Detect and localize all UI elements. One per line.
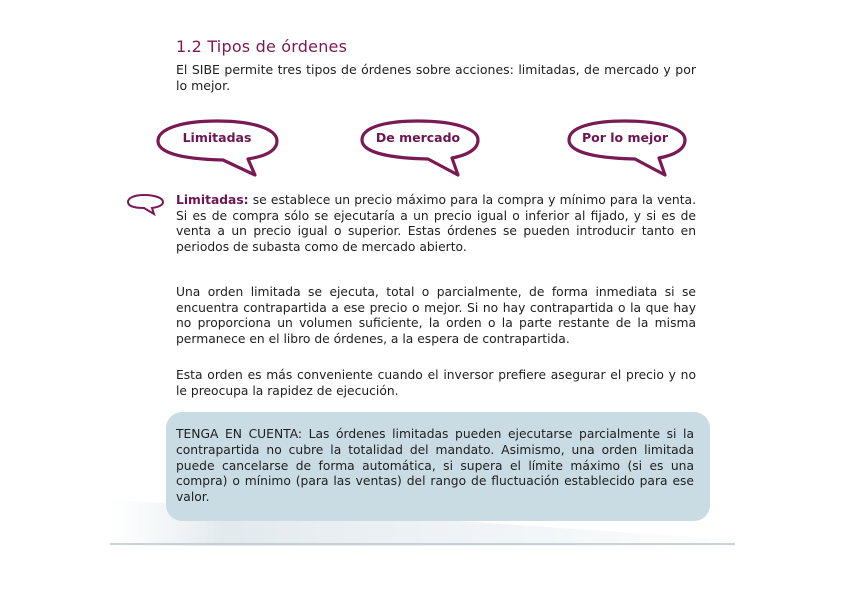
bubble-label: Por lo mejor: [581, 130, 669, 145]
paragraph-ejecucion: Una orden limitada se ejecuta, total o parcialmente, de forma inmediata si se encuentra contrapartida a ese precio o mejor. Si no hay contrapartida o la que hay no proporciona un volumen suficiente, la orden o la parte restante de la misma permanece en el libro de órdenes, a la espera de contrapartida.: [176, 285, 696, 346]
speech-bubble-icon: [153, 117, 281, 179]
bubble-limitadas: [153, 117, 281, 179]
bubble-de-mercado: [356, 117, 484, 179]
paragraph-lead: Limitadas:: [176, 193, 249, 207]
intro-text: El SIBE permite tres tipos de órdenes sobre acciones: limitadas, de mercado y por lo mejor.: [176, 62, 696, 93]
section-title: 1.2 Tipos de órdenes: [176, 37, 348, 56]
speech-bubble-icon: [356, 117, 484, 179]
bubble-label: Limitadas: [182, 130, 252, 145]
note-text: TENGA EN CUENTA: Las órdenes limitadas pueden ejecutarse parcialmente si la contrapartida no cubre la totalidad del mandato. Asimismo, una orden limitada puede cancelarse de forma automática, si supera el límite máximo (si es una compra) o mínimo (para las ventas) del rango de fluctuación establecido para ese valor.: [176, 427, 694, 505]
paragraph-text: se establece un precio máximo para la compra y mínimo para la venta. Si es de compra sólo se ejecutaría a un precio igual o inferior al fijado, y si es de venta a un precio igual o superior. Estas órdenes se pueden introducir tanto en periodos de subasta como de mercado abierto.: [176, 193, 696, 254]
paragraph-limitadas: [176, 193, 696, 255]
speech-bubble-marker-icon: [124, 192, 168, 216]
speech-bubble-icon: [563, 117, 691, 179]
paragraph-conveniencia: Esta orden es más conveniente cuando el inversor prefiere asegurar el precio y no le preocupa la rapidez de ejecución.: [176, 368, 696, 398]
bubble-por-lo-mejor: [563, 117, 691, 179]
bubble-label: De mercado: [375, 130, 461, 145]
note-box: [166, 412, 710, 521]
